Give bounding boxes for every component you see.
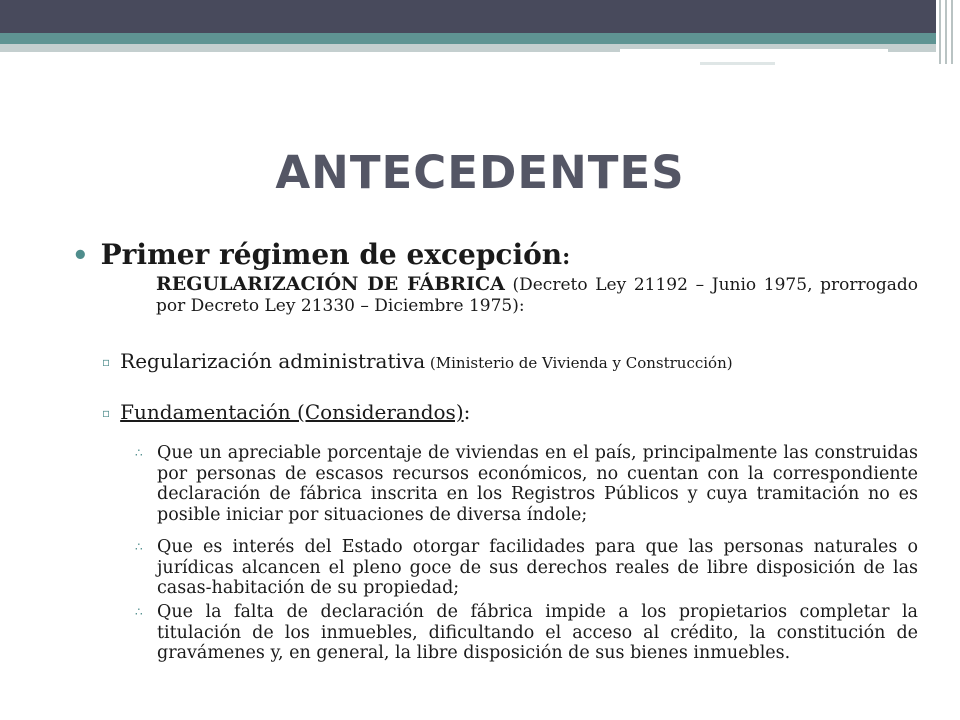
accent-band (0, 33, 940, 44)
decor-stripe (620, 49, 888, 52)
item-main: Fundamentación (Considerandos) (120, 400, 464, 424)
therefore-bullet-icon: ∴ (135, 605, 143, 619)
item-main: Regularización administrativa (120, 349, 426, 373)
considerando-item (135, 602, 918, 664)
square-bullet-icon: ▫ (102, 406, 111, 420)
considerando-text: Que es interés del Estado otorgar facilidades para que las personas naturales o jurídicas alcancen el pleno goce de sus derechos reales de libre disposición de las casas-habitación de su propiedad; (157, 537, 918, 598)
slide-title: ANTECEDENTES (275, 146, 685, 199)
considerando-item (135, 537, 918, 599)
item-suffix: : (463, 400, 471, 424)
section-heading (72, 238, 922, 271)
square-bullet-icon: ▫ (102, 355, 111, 369)
considerando-item (135, 443, 918, 525)
law-title: REGULARIZACIÓN DE FÁBRICA (156, 273, 505, 295)
decor-stripe (700, 62, 775, 65)
considerando-text: Que un apreciable porcentaje de viviendas en el país, principalmente las construidas por personas de escasos recursos económicos, no cuentan con la correspondiente declaración de fábrica inscrita en los Registros Públicos y cuya tramitación no es posible iniciar por situaciones de diversa índole; (157, 443, 918, 525)
list-item (102, 349, 733, 373)
law-detail: (Decreto Ley 21192 – Junio 1975, prorrogado por Decreto Ley 21330 – Diciembre 1975): (156, 275, 918, 316)
bullet-icon: • (72, 241, 89, 271)
therefore-bullet-icon: ∴ (135, 540, 143, 554)
list-item (102, 400, 470, 424)
section-heading-text: Primer régimen de excepción (100, 238, 563, 271)
section-heading-colon: : (562, 244, 571, 270)
therefore-bullet-icon: ∴ (135, 446, 143, 460)
header-bar (0, 0, 960, 33)
law-reference (156, 274, 918, 317)
item-detail: (Ministerio de Vivienda y Construcción) (425, 354, 733, 372)
corner-decor (936, 0, 960, 64)
considerando-text: Que la falta de declaración de fábrica impide a los propietarios completar la titulación de los inmuebles, dificultando el acceso al crédito, la constitución de gravámenes y, en general, la libre disposición de sus bienes inmuebles. (157, 602, 918, 663)
